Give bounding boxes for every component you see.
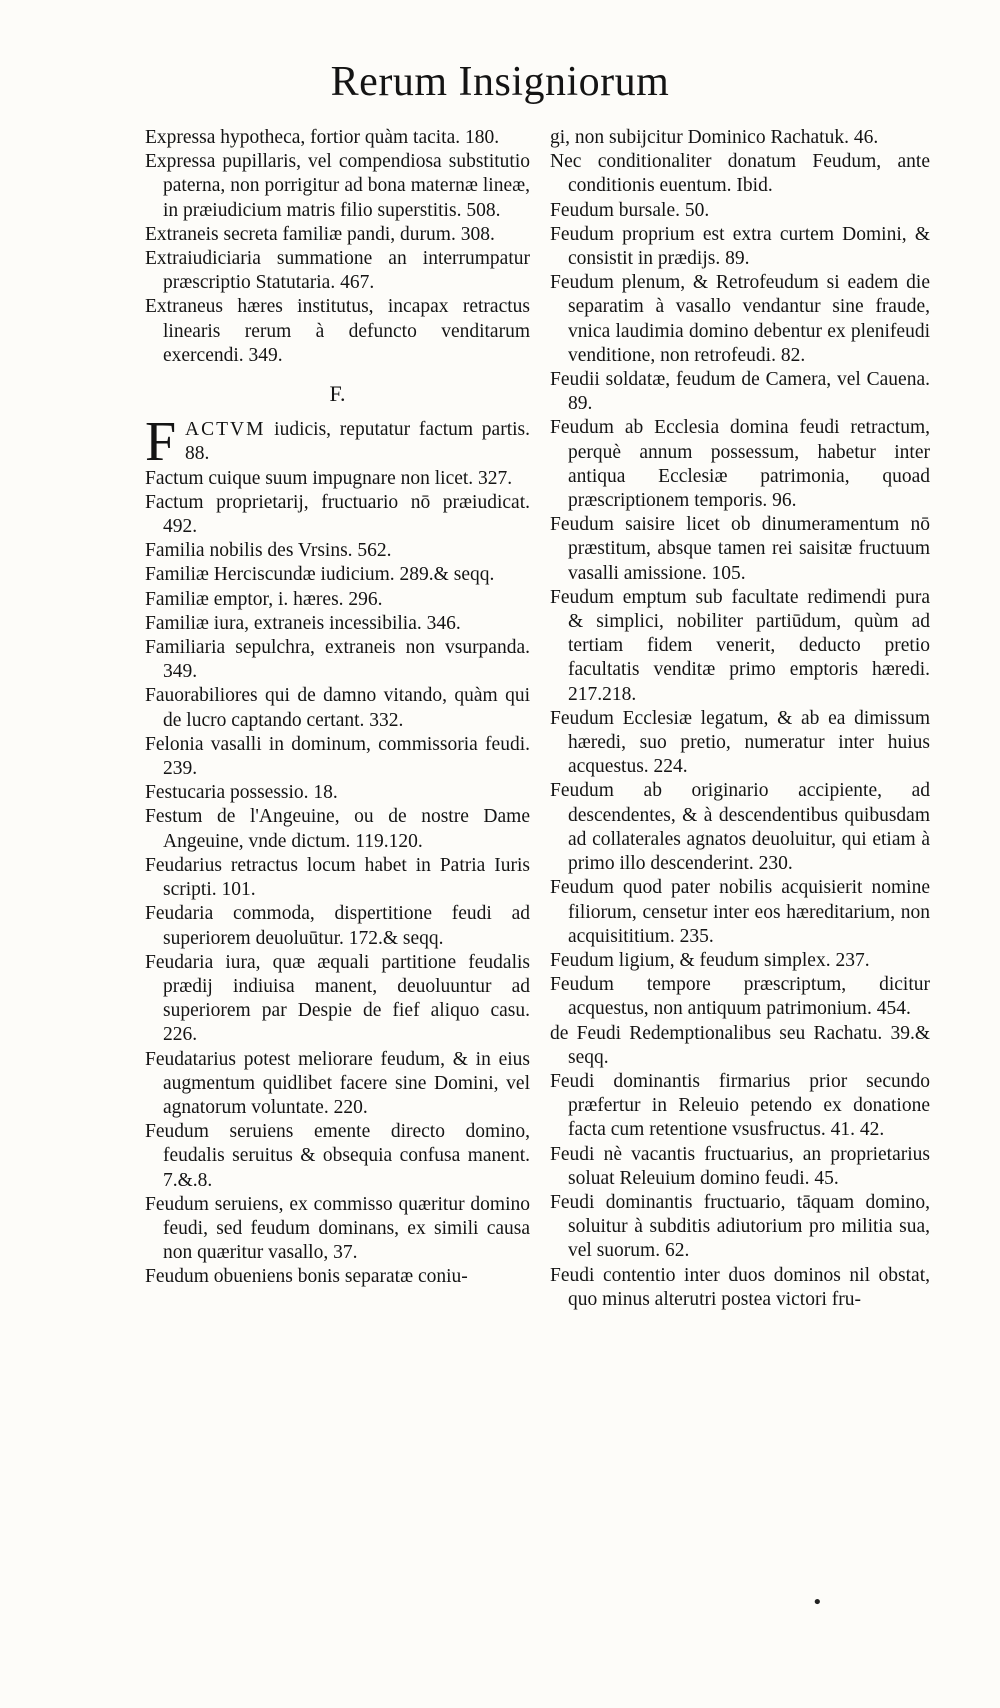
index-entry: Extraneus hæres institutus, incapax retractus linearis rerum à defuncto venditarum exercendi. 349. bbox=[145, 296, 530, 366]
index-entry: Feudi nè vacantis fructuarius, an proprietarius soluat Releuium domino feudi. 45. bbox=[550, 1143, 930, 1189]
index-entry: Feudum ab Ecclesia domina feudi retractum, perquè annum possessum, habetur inter antiqua Ecclesiæ patrimonia, quoad præscriptionem temporis. 96. bbox=[550, 417, 930, 512]
index-entry: Festum de l'Angeuine, ou de nostre Dame Angeuine, vnde dictum. 119.120. bbox=[145, 806, 530, 852]
index-entry: Familia nobilis des Vrsins. 562. bbox=[145, 540, 392, 562]
index-entry: Feudum tempore præscriptum, dicitur acquestus, non antiquum patrimonium. 454. bbox=[550, 974, 930, 1020]
dropcap-entry bbox=[145, 411, 531, 474]
index-entry: Feudatarius potest meliorare feudum, & in eius augmentum quidlibet facere sine Domini, vel agnatorum voluntate. 220. bbox=[145, 1048, 530, 1118]
index-entry: Familiæ iura, extraneis incessibilia. 346. bbox=[145, 612, 461, 634]
index-entry: Feudum ligium, & feudum simplex. 237. bbox=[550, 949, 870, 971]
index-entry: Feudum ab originario accipiente, ad descendentes, & à descendentibus quibusdam ad collaterales agnatos deuoluitur, qui etiam à primo illo descenderint. 230. bbox=[550, 780, 930, 875]
index-entry: Feudum Ecclesiæ legatum, & ab ea dimissum hæredi, suo pretio, numeratur inter huius acquestus. 224. bbox=[550, 707, 930, 778]
index-entry: Feudaria iura, quæ æquali partitione feudalis prædij indiuisa manent, deuoluuntur ad superiorem par Despie de fief aliquo casu. 226. bbox=[145, 951, 530, 1046]
index-entry: Familiaria sepulchra, extraneis non vsurpanda. 349. bbox=[145, 637, 530, 683]
dropcap-word: ACTVM bbox=[185, 419, 266, 441]
index-entry: Familiæ Herciscundæ iudicium. 289.& seqq. bbox=[145, 564, 495, 586]
index-entry: Nec conditionaliter donatum Feudum, ante conditionis euentum. Ibid. bbox=[550, 151, 930, 197]
index-entry: Feudum quod pater nobilis acquisierit nomine filiorum, censetur inter eos hæreditarium, non acquisititium. 235. bbox=[550, 877, 930, 947]
left-column bbox=[145, 126, 530, 1290]
index-entry: Feudum emptum sub facultate redimendi pura & simplici, nobiliter partiūdum, quùm ad tertiam fidem venerit, deducto pretio facultatis venditæ primo emptoris hæredi. 217.218. bbox=[550, 586, 930, 705]
index-entry: Feudi dominantis firmarius prior secundo præfertur in Releuio petendo ex donatione facta cum retentione vsusfructus. 41. 42. bbox=[550, 1070, 930, 1141]
index-entry: Feudi contentio inter duos dominos nil obstat, quo minus alterutri postea victori fru- bbox=[550, 1264, 930, 1310]
index-entry: Feudum saisire licet ob dinumeramentum nō præstitum, absque tamen rei saisitæ fructuum vasalli amissione. 105. bbox=[550, 514, 930, 584]
ink-dot-mark: • bbox=[812, 1592, 823, 1613]
index-entry: Feudii soldatæ, feudum de Camera, vel Cauena. 89. bbox=[550, 369, 930, 415]
index-entry: gi, non subijcitur Dominico Rachatuk. 46. bbox=[550, 127, 879, 148]
index-entry: Extraiudiciaria summatione an interrumpatur præscriptio Statutaria. 467. bbox=[145, 248, 530, 294]
index-entry: Factum proprietarij, fructuario nō præiudicat. 492. bbox=[145, 491, 530, 538]
section-letter: F. bbox=[329, 381, 346, 407]
index-entry: Feudarius retractus locum habet in Patria Iuris scripti. 101. bbox=[145, 854, 530, 901]
index-entry: Feudum seruiens emente directo domino, feudalis seruitus & obsequia confusa manent. 7.&.8. bbox=[145, 1121, 530, 1191]
index-entry: Extraneis secreta familiæ pandi, durum. 308. bbox=[145, 223, 495, 245]
index-entry: Expressa hypotheca, fortior quàm tacita. 180. bbox=[145, 127, 500, 148]
index-entry: Factum cuique suum impugnare non licet. 327. bbox=[145, 467, 513, 489]
index-entry: Feudum seruiens, ex commisso quæritur domino feudi, sed feudum dominans, ex simili causa non quæritur vasallo, 37. bbox=[145, 1193, 530, 1264]
index-entry: Felonia vasalli in dominum, commissoria feudi. 239. bbox=[145, 733, 530, 780]
index-entry: Fauorabiliores qui de damno vitando, quàm qui de lucro captando certant. 332. bbox=[145, 685, 530, 731]
index-entry: Feudum obueniens bonis separatæ coniu- bbox=[145, 1266, 468, 1288]
right-column bbox=[550, 126, 930, 1312]
page-title: Rerum Insigniorum bbox=[330, 59, 670, 105]
index-entry: Festucaria possessio. 18. bbox=[145, 782, 338, 804]
dropcap-letter: F bbox=[145, 411, 177, 474]
index-entry: Feudum bursale. 50. bbox=[550, 199, 710, 221]
index-entry: Feudi dominantis fructuario, tāquam domino, soluitur à subditis adiutorium pro militia sua, vel suorum. 62. bbox=[550, 1191, 930, 1262]
index-entry: Feudum proprium est extra curtem Domini, & consistit in prædijs. 89. bbox=[550, 223, 930, 270]
index-entry: de Feudi Redemptionalibus seu Rachatu. 39.& seqq. bbox=[550, 1022, 930, 1068]
index-entry: Feudum plenum, & Retrofeudum si eadem die separatim à vasallo vendantur sine fraude, vnica laudimia domino debentur ex plenifeudi venditione, non retrofeudi. 82. bbox=[550, 272, 930, 366]
index-entry: Feudaria commoda, dispertitione feudi ad superiorem deuoluūtur. 172.& seqq. bbox=[145, 903, 530, 949]
index-entry: Expressa pupillaris, vel compendiosa substitutio paterna, non porrigitur ad bona maternæ lineæ, in præiudicium matris filio superstitis. 508. bbox=[145, 151, 530, 221]
dropcap-rest: iudicis, reputatur factum partis. 88. bbox=[185, 419, 531, 465]
index-entry: Familiæ emptor, i. hæres. 296. bbox=[145, 588, 383, 610]
